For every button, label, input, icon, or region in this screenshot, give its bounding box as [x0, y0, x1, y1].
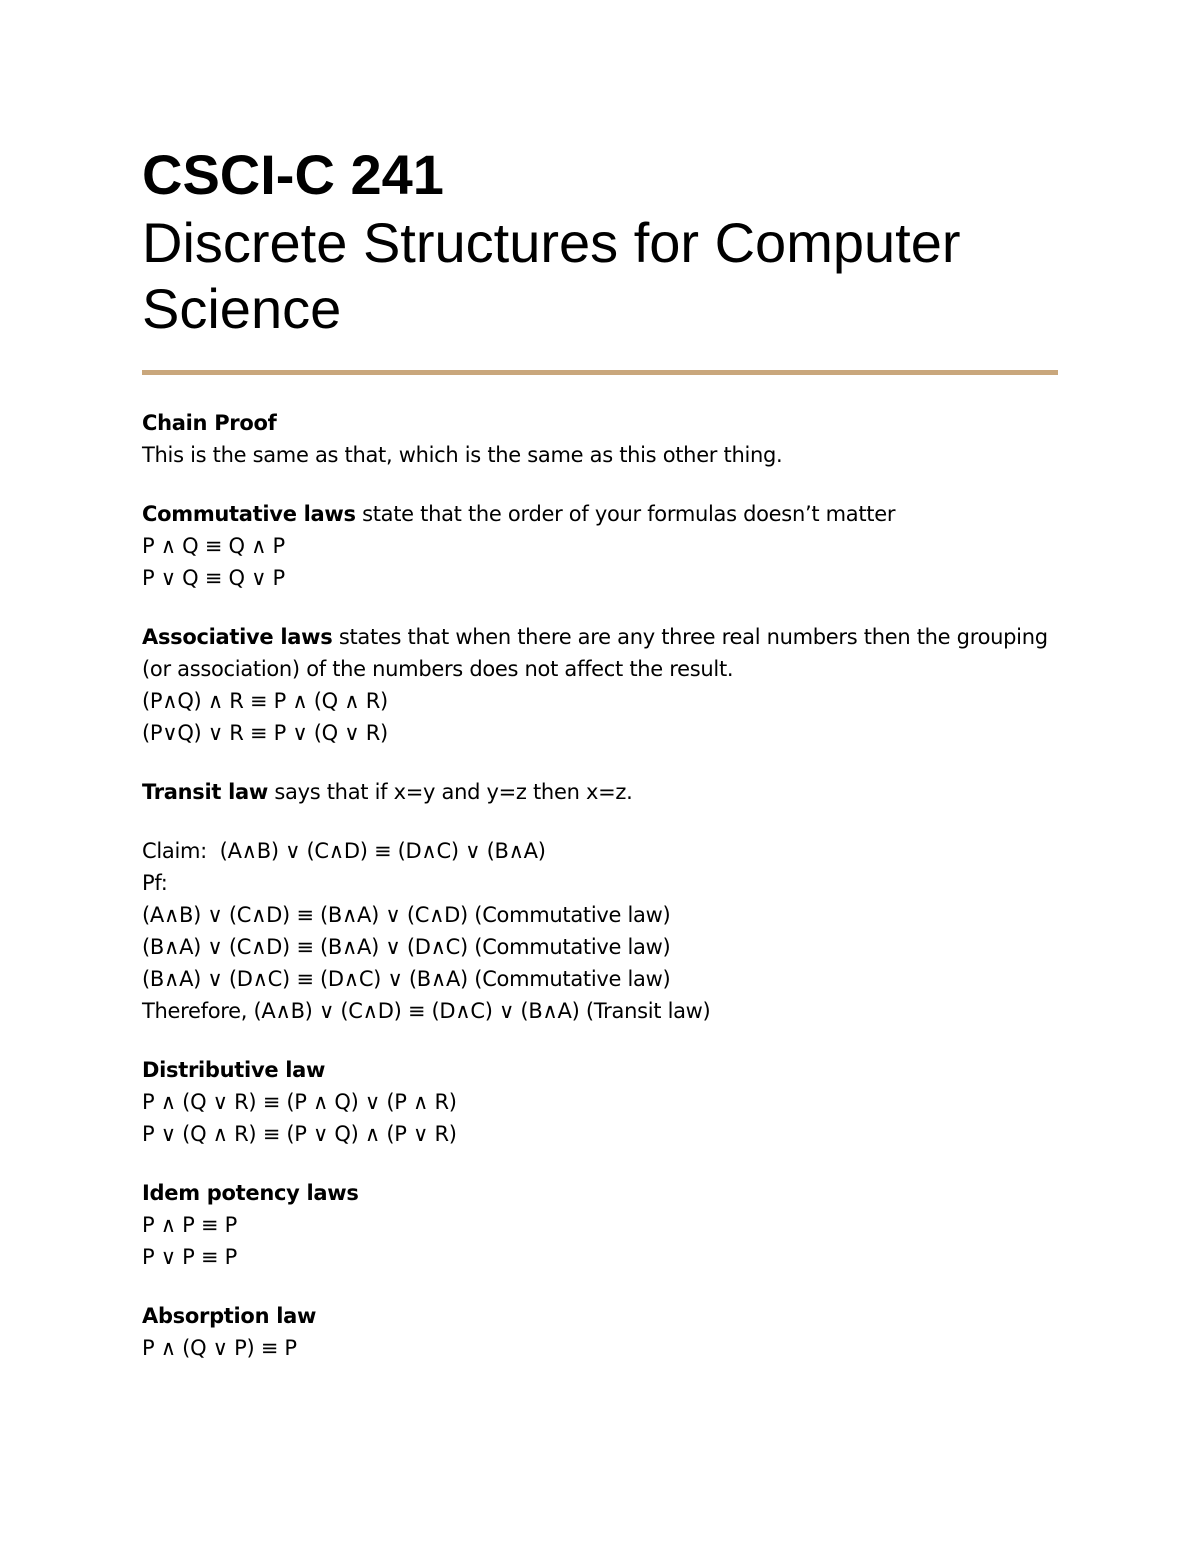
formula-line: P ∨ (Q ∧ R) ≡ (P ∨ Q) ∧ (P ∨ R) — [142, 1122, 457, 1146]
section-absorption-law — [142, 1300, 1058, 1364]
course-title: Discrete Structures for Computer Science — [142, 211, 961, 340]
formula-line: P ∧ (Q ∨ P) ≡ P — [142, 1336, 297, 1360]
commutative-term: Commutative laws — [142, 502, 356, 526]
section-idempotency-laws — [142, 1177, 1058, 1273]
document-body — [142, 407, 1058, 1364]
associative-text: states that when there are any three real numbers then the grouping (or association) of the numbers does not affect the result. — [142, 625, 1055, 681]
proof-conclusion: Therefore, (A∧B) ∨ (C∧D) ≡ (D∧C) ∨ (B∧A) (Transit law) — [142, 999, 711, 1023]
associative-term: Associative laws — [142, 625, 333, 649]
title-divider — [142, 370, 1058, 375]
proof-step: (B∧A) ∨ (D∧C) ≡ (D∧C) ∨ (B∧A) (Commutative law) — [142, 967, 671, 991]
transit-intro — [142, 776, 1058, 808]
absorption-heading: Absorption law — [142, 1304, 317, 1328]
document-page — [142, 140, 1058, 1391]
commutative-intro — [142, 498, 1058, 530]
claim-line: Claim: (A∧B) ∨ (C∧D) ≡ (D∧C) ∨ (B∧A) — [142, 839, 546, 863]
proof-label: Pf: — [142, 871, 168, 895]
transit-text: says that if x=y and y=z then x=z. — [268, 780, 633, 804]
course-code: CSCI-C 241 — [142, 143, 444, 206]
section-associative-laws — [142, 621, 1058, 749]
formula-line: P ∨ Q ≡ Q ∨ P — [142, 566, 285, 590]
section-chain-proof — [142, 407, 1058, 471]
distributive-heading: Distributive law — [142, 1058, 326, 1082]
section-distributive-law — [142, 1054, 1058, 1150]
proof-step: (B∧A) ∨ (C∧D) ≡ (B∧A) ∨ (D∧C) (Commutative law) — [142, 935, 671, 959]
formula-line: (P∨Q) ∨ R ≡ P ∨ (Q ∨ R) — [142, 721, 388, 745]
section-claim-proof — [142, 835, 1058, 1027]
section-commutative-laws — [142, 498, 1058, 594]
chain-proof-heading: Chain Proof — [142, 411, 277, 435]
formula-line: P ∧ P ≡ P — [142, 1213, 237, 1237]
associative-intro — [142, 621, 1058, 685]
section-transit-law — [142, 776, 1058, 808]
formula-line: P ∨ P ≡ P — [142, 1245, 237, 1269]
formula-line: (P∧Q) ∧ R ≡ P ∧ (Q ∧ R) — [142, 689, 388, 713]
proof-step: (A∧B) ∨ (C∧D) ≡ (B∧A) ∨ (C∧D) (Commutative law) — [142, 903, 671, 927]
idempotency-heading: Idem potency laws — [142, 1181, 359, 1205]
formula-line: P ∧ (Q ∨ R) ≡ (P ∧ Q) ∨ (P ∧ R) — [142, 1090, 457, 1114]
commutative-text: state that the order of your formulas doesn’t matter — [355, 502, 896, 526]
formula-line: P ∧ Q ≡ Q ∧ P — [142, 534, 285, 558]
chain-proof-text: This is the same as that, which is the same as this other thing. — [142, 443, 783, 467]
transit-term: Transit law — [142, 780, 269, 804]
